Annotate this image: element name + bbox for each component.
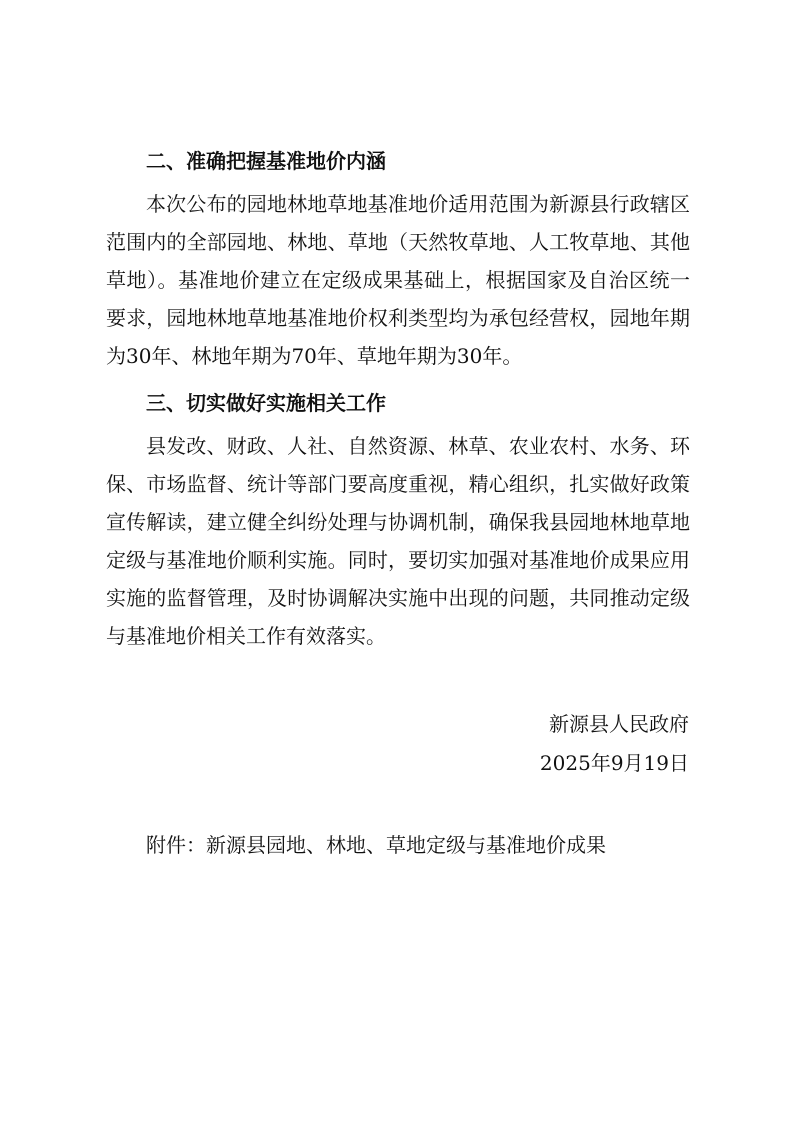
attachment-note: 附件：新源县园地、林地、草地定级与基准地价成果 — [146, 833, 606, 857]
issuing-organization: 新源县人民政府 — [549, 712, 689, 736]
section-2-heading: 二、准确把握基准地价内涵 — [146, 149, 386, 173]
section-3-body: 县发改、财政、人社、自然资源、林草、农业农村、水务、环保、市场监督、统计等部门要高度重视，精心组织，扎实做好政策宣传解读，建立健全纠纷处理与协调机制，确保我县园地林地草地定级与基准地价顺利实施。同时，要切实加强对基准地价成果应用实施的监督管理，及时协调解决实施中出现的问题，共同推动定级与基准地价相关工作有效落实。 — [106, 434, 690, 648]
issue-date: 2025年9月19日 — [539, 751, 689, 775]
section-2-body: 本次公布的园地林地草地基准地价适用范围为新源县行政辖区范围内的全部园地、林地、草地（天然牧草地、人工牧草地、其他草地）。基准地价建立在定级成果基础上，根据国家及自治区统一要求，园地林地草地基准地价权利类型均为承包经营权，园地年期为30年、林地年期为70年、草地年期为30年。 — [106, 192, 690, 368]
section-3-heading: 三、切实做好实施相关工作 — [146, 391, 386, 415]
